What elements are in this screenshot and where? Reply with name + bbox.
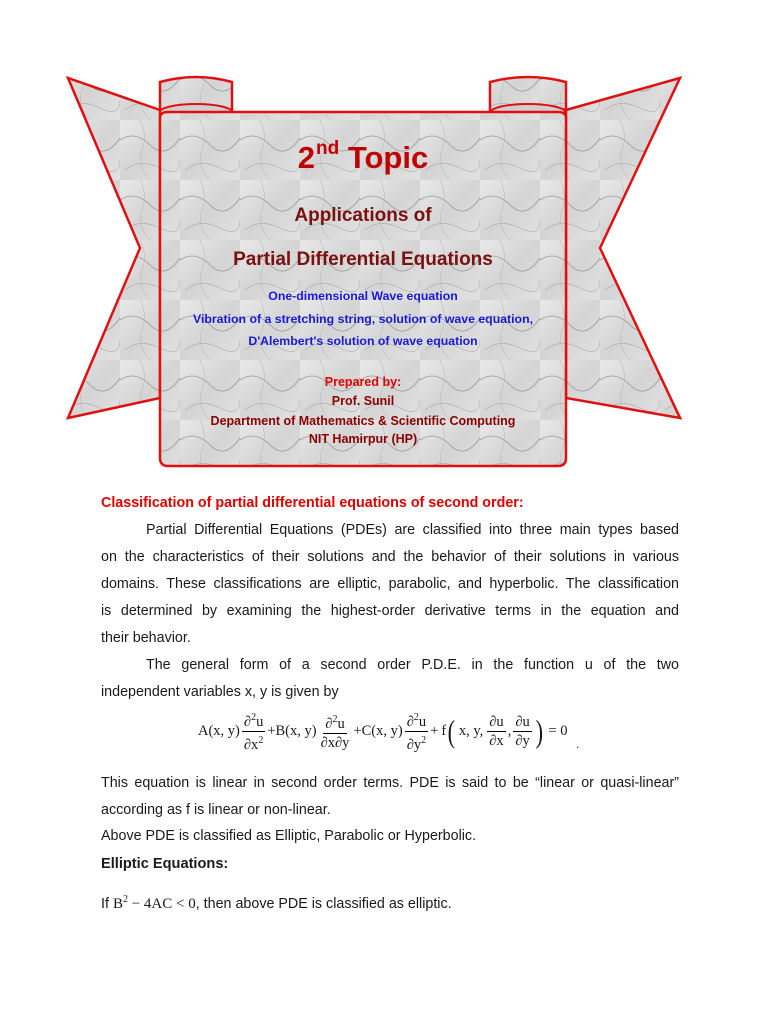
topic-suffix: nd: [316, 138, 340, 159]
section-heading: Classification of partial differential equations of second order:: [101, 495, 524, 511]
frac-du-dx: $\frac{\partial u}{\partial x}$: [489, 713, 504, 749]
coef-b: B(x, y): [275, 722, 317, 739]
para3-line-1: This equation is linear in second order terms. PDE is said to be “linear or quasi-linear”: [101, 775, 679, 791]
equals-zero: = 0: [548, 722, 568, 739]
topic-word: Topic: [347, 140, 429, 175]
elliptic-if: If: [101, 896, 109, 912]
subtopic-3: D'Alembert's solution of wave equation: [248, 334, 478, 348]
para3-line-2: according as f is linear or non-linear.: [101, 802, 331, 818]
para3-line-3: Above PDE is classified as Elliptic, Parabolic or Hyperbolic.: [101, 828, 477, 844]
general-pde-equation: A(x, y) $\frac{\partial^2u}{\partial x^2}$ + B(x, y) $\frac{\partial^2u}{\partial x\partial y}$ + C(x, y) $\frac{\partial^2u}{\partial y^2}$ + f ( x, y, $\frac{\partial u}{\partial x}$ , $\frac{\partial u}{\partial y}$ ) = 0: [198, 706, 567, 756]
elliptic-math: $B^2 - 4AC < 0$: [112, 894, 196, 912]
frac-d2u-dy2: $\frac{\partial^2u}{\partial y^2}$: [405, 709, 428, 754]
subtopic-2: Vibration of a stretching string, solution of wave equation,: [192, 312, 533, 326]
frac-d2u-dx2: $\frac{\partial^2u}{\partial x^2}$: [242, 709, 265, 754]
title-line-2: Partial Differential Equations: [233, 249, 493, 270]
prepared-by-label: Prepared by:: [324, 375, 402, 389]
topic-number: 2: [297, 140, 316, 175]
para1-line-3: domains. These classifications are elliptic, parabolic, and hyperbolic. The classification: [101, 576, 679, 592]
institute-name: NIT Hamirpur (HP): [308, 432, 418, 446]
plus-sign: +: [430, 722, 439, 739]
f-args: x, y,: [458, 722, 484, 739]
para1-line-5: their behavior.: [101, 630, 191, 646]
ribbon-left-tail: [68, 78, 160, 418]
plus-sign: +: [353, 722, 362, 739]
ribbon-right-tail: [566, 78, 680, 418]
para1-line-1: Partial Differential Equations (PDEs) are classified into three main types based: [146, 522, 679, 538]
department-name: Department of Mathematics & Scientific Computing: [210, 414, 516, 428]
para1-line-2: on the characteristics of their solutions and the behavior of their solutions in various: [101, 549, 679, 565]
topic-title: [160, 138, 566, 176]
elliptic-condition: [101, 891, 679, 913]
para2-line-1: The general form of a second order P.D.E. in the function u of the two: [146, 657, 679, 673]
coef-a: A(x, y): [198, 722, 240, 739]
coef-c: C(x, y): [361, 722, 403, 739]
func-f: f: [441, 722, 447, 739]
plus-sign: +: [267, 722, 276, 739]
para2-line-2: independent variables x, y is given by: [101, 684, 339, 700]
frac-du-dy: $\frac{\partial u}{\partial y}$: [515, 713, 530, 749]
title-banner: [0, 0, 768, 480]
para1-line-4: is determined by examining the highest-order derivative terms in the equation and: [101, 603, 679, 619]
elliptic-heading: Elliptic Equations:: [101, 856, 229, 872]
frac-d2u-dxdy: $\frac{\partial^2u}{\partial x\partial y}$: [319, 711, 352, 752]
elliptic-tail: , then above PDE is classified as elliptic.: [195, 896, 452, 912]
title-line-1: Applications of: [294, 205, 432, 226]
author-name: Prof. Sunil: [331, 394, 395, 408]
subtopic-1: One-dimensional Wave equation: [268, 289, 458, 303]
